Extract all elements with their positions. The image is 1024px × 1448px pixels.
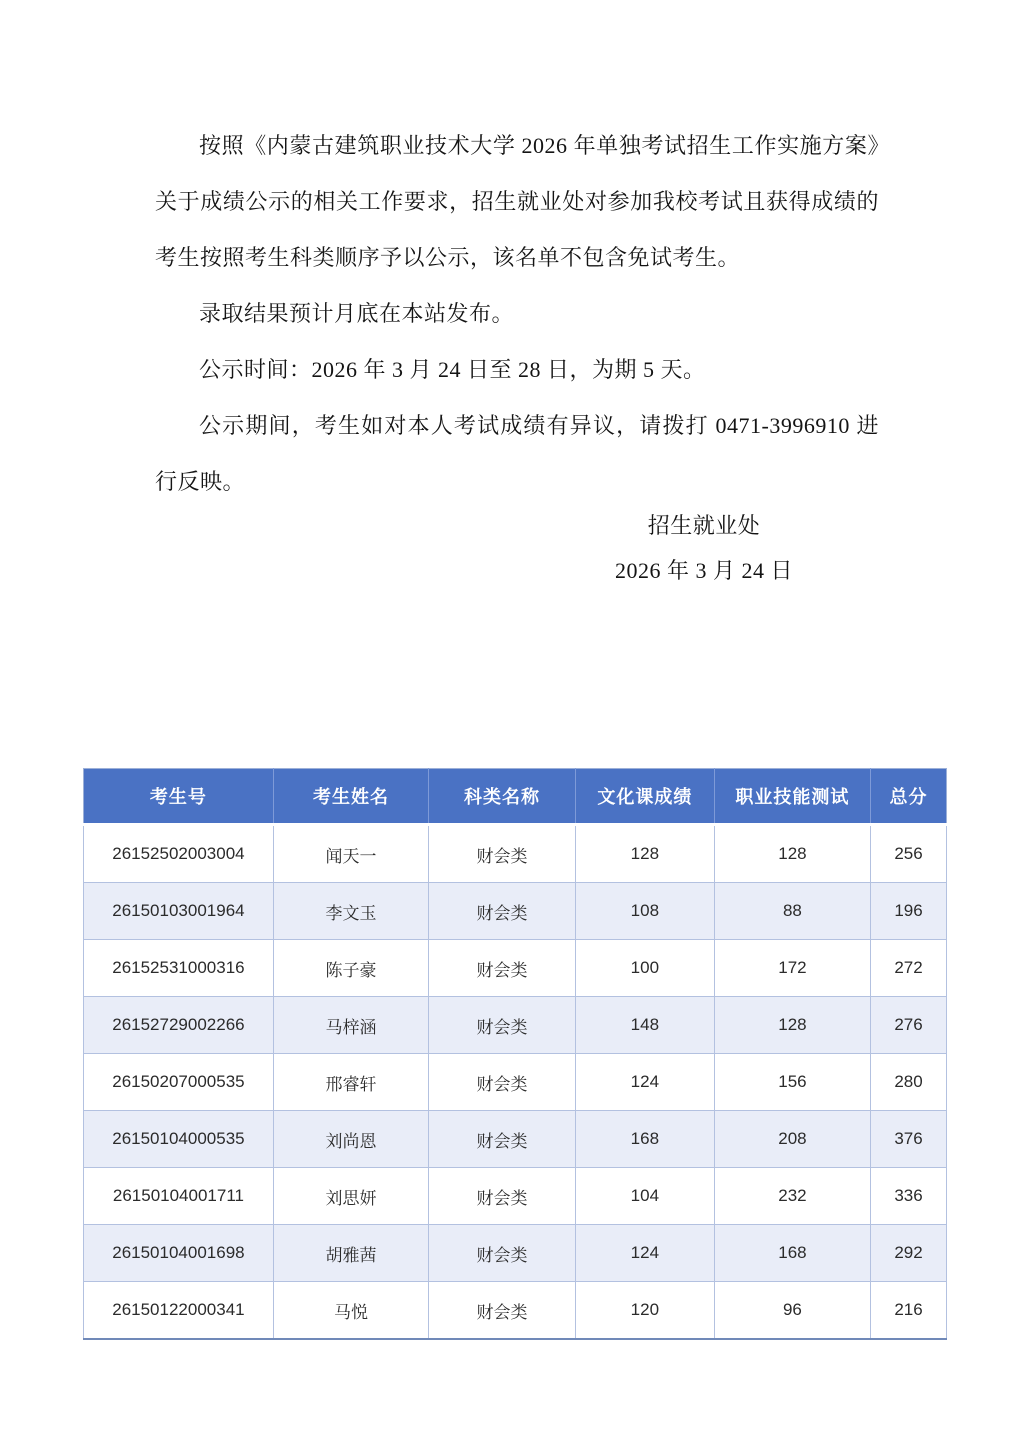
cell-total-score: 292 (871, 1225, 947, 1282)
cell-category: 财会类 (429, 1282, 576, 1340)
cell-skill-test: 168 (714, 1225, 870, 1282)
header-skill-test: 职业技能测试 (714, 769, 870, 825)
table-row (84, 1168, 947, 1225)
header-row (84, 769, 947, 825)
cell-category: 财会类 (429, 1054, 576, 1111)
table-row (84, 883, 947, 940)
table-row (84, 940, 947, 997)
cell-exam-id: 26152729002266 (84, 997, 274, 1054)
cell-skill-test: 88 (714, 883, 870, 940)
table-row (84, 1111, 947, 1168)
announcement-paragraph: 录取结果预计月底在本站发布。 (199, 301, 515, 326)
table-row (84, 825, 947, 883)
cell-category: 财会类 (429, 825, 576, 883)
table-row (84, 1225, 947, 1282)
cell-total-score: 256 (871, 825, 947, 883)
cell-category: 财会类 (429, 940, 576, 997)
cell-category: 财会类 (429, 883, 576, 940)
score-table-container (83, 768, 947, 1340)
score-table (83, 768, 947, 1340)
score-table-header (84, 769, 947, 825)
signature-block (512, 503, 896, 593)
cell-exam-id: 26152531000316 (84, 940, 274, 997)
cell-culture-score: 124 (575, 1054, 714, 1111)
header-exam-id: 考生号 (84, 769, 274, 825)
cell-category: 财会类 (429, 1111, 576, 1168)
cell-culture-score: 148 (575, 997, 714, 1054)
cell-skill-test: 208 (714, 1111, 870, 1168)
cell-name: 闻天一 (273, 825, 428, 883)
announcement-paragraph: 按照《内蒙古建筑职业技术大学 2026 年单独考试招生工作实施方案》关于成绩公示的相关工作要求，招生就业处对参加我校考试且获得成绩的考生按照考生科类顺序予以公示，该名单不包含免试考生。 (155, 133, 879, 270)
cell-skill-test: 172 (714, 940, 870, 997)
header-category: 科类名称 (429, 769, 576, 825)
cell-category: 财会类 (429, 1225, 576, 1282)
cell-culture-score: 128 (575, 825, 714, 883)
cell-name: 胡雅茜 (273, 1225, 428, 1282)
header-culture-score: 文化课成绩 (575, 769, 714, 825)
cell-culture-score: 104 (575, 1168, 714, 1225)
cell-exam-id: 26150103001964 (84, 883, 274, 940)
cell-total-score: 280 (871, 1054, 947, 1111)
cell-name: 马梓涵 (273, 997, 428, 1054)
signature-date: 2026 年 3 月 24 日 (614, 558, 793, 583)
cell-category: 财会类 (429, 1168, 576, 1225)
cell-category: 财会类 (429, 997, 576, 1054)
announcement-paragraph: 公示期间，考生如对本人考试成绩有异议，请拨打 0471-3996910 进行反映。 (155, 413, 879, 494)
cell-exam-id: 26152502003004 (84, 825, 274, 883)
cell-total-score: 216 (871, 1282, 947, 1340)
cell-name: 邢睿轩 (273, 1054, 428, 1111)
cell-name: 刘尚恩 (273, 1111, 428, 1168)
signature-department: 招生就业处 (647, 513, 761, 538)
cell-total-score: 376 (871, 1111, 947, 1168)
cell-skill-test: 232 (714, 1168, 870, 1225)
cell-culture-score: 120 (575, 1282, 714, 1340)
cell-name: 马悦 (273, 1282, 428, 1340)
announcement-paragraph: 公示时间：2026 年 3 月 24 日至 28 日，为期 5 天。 (199, 357, 706, 382)
cell-total-score: 196 (871, 883, 947, 940)
cell-culture-score: 100 (575, 940, 714, 997)
cell-skill-test: 128 (714, 997, 870, 1054)
cell-skill-test: 156 (714, 1054, 870, 1111)
cell-culture-score: 124 (575, 1225, 714, 1282)
cell-skill-test: 96 (714, 1282, 870, 1340)
cell-name: 刘思妍 (273, 1168, 428, 1225)
table-row (84, 1282, 947, 1340)
cell-culture-score: 108 (575, 883, 714, 940)
score-table-body (84, 825, 947, 1340)
table-row (84, 997, 947, 1054)
cell-exam-id: 26150104001698 (84, 1225, 274, 1282)
cell-exam-id: 26150104000535 (84, 1111, 274, 1168)
cell-total-score: 336 (871, 1168, 947, 1225)
cell-name: 李文玉 (273, 883, 428, 940)
cell-total-score: 272 (871, 940, 947, 997)
cell-exam-id: 26150207000535 (84, 1054, 274, 1111)
cell-culture-score: 168 (575, 1111, 714, 1168)
cell-exam-id: 26150104001711 (84, 1168, 274, 1225)
header-name: 考生姓名 (273, 769, 428, 825)
cell-total-score: 276 (871, 997, 947, 1054)
announcement-body (155, 118, 879, 510)
header-total-score: 总分 (871, 769, 947, 825)
cell-name: 陈子豪 (273, 940, 428, 997)
cell-exam-id: 26150122000341 (84, 1282, 274, 1340)
cell-skill-test: 128 (714, 825, 870, 883)
table-row (84, 1054, 947, 1111)
